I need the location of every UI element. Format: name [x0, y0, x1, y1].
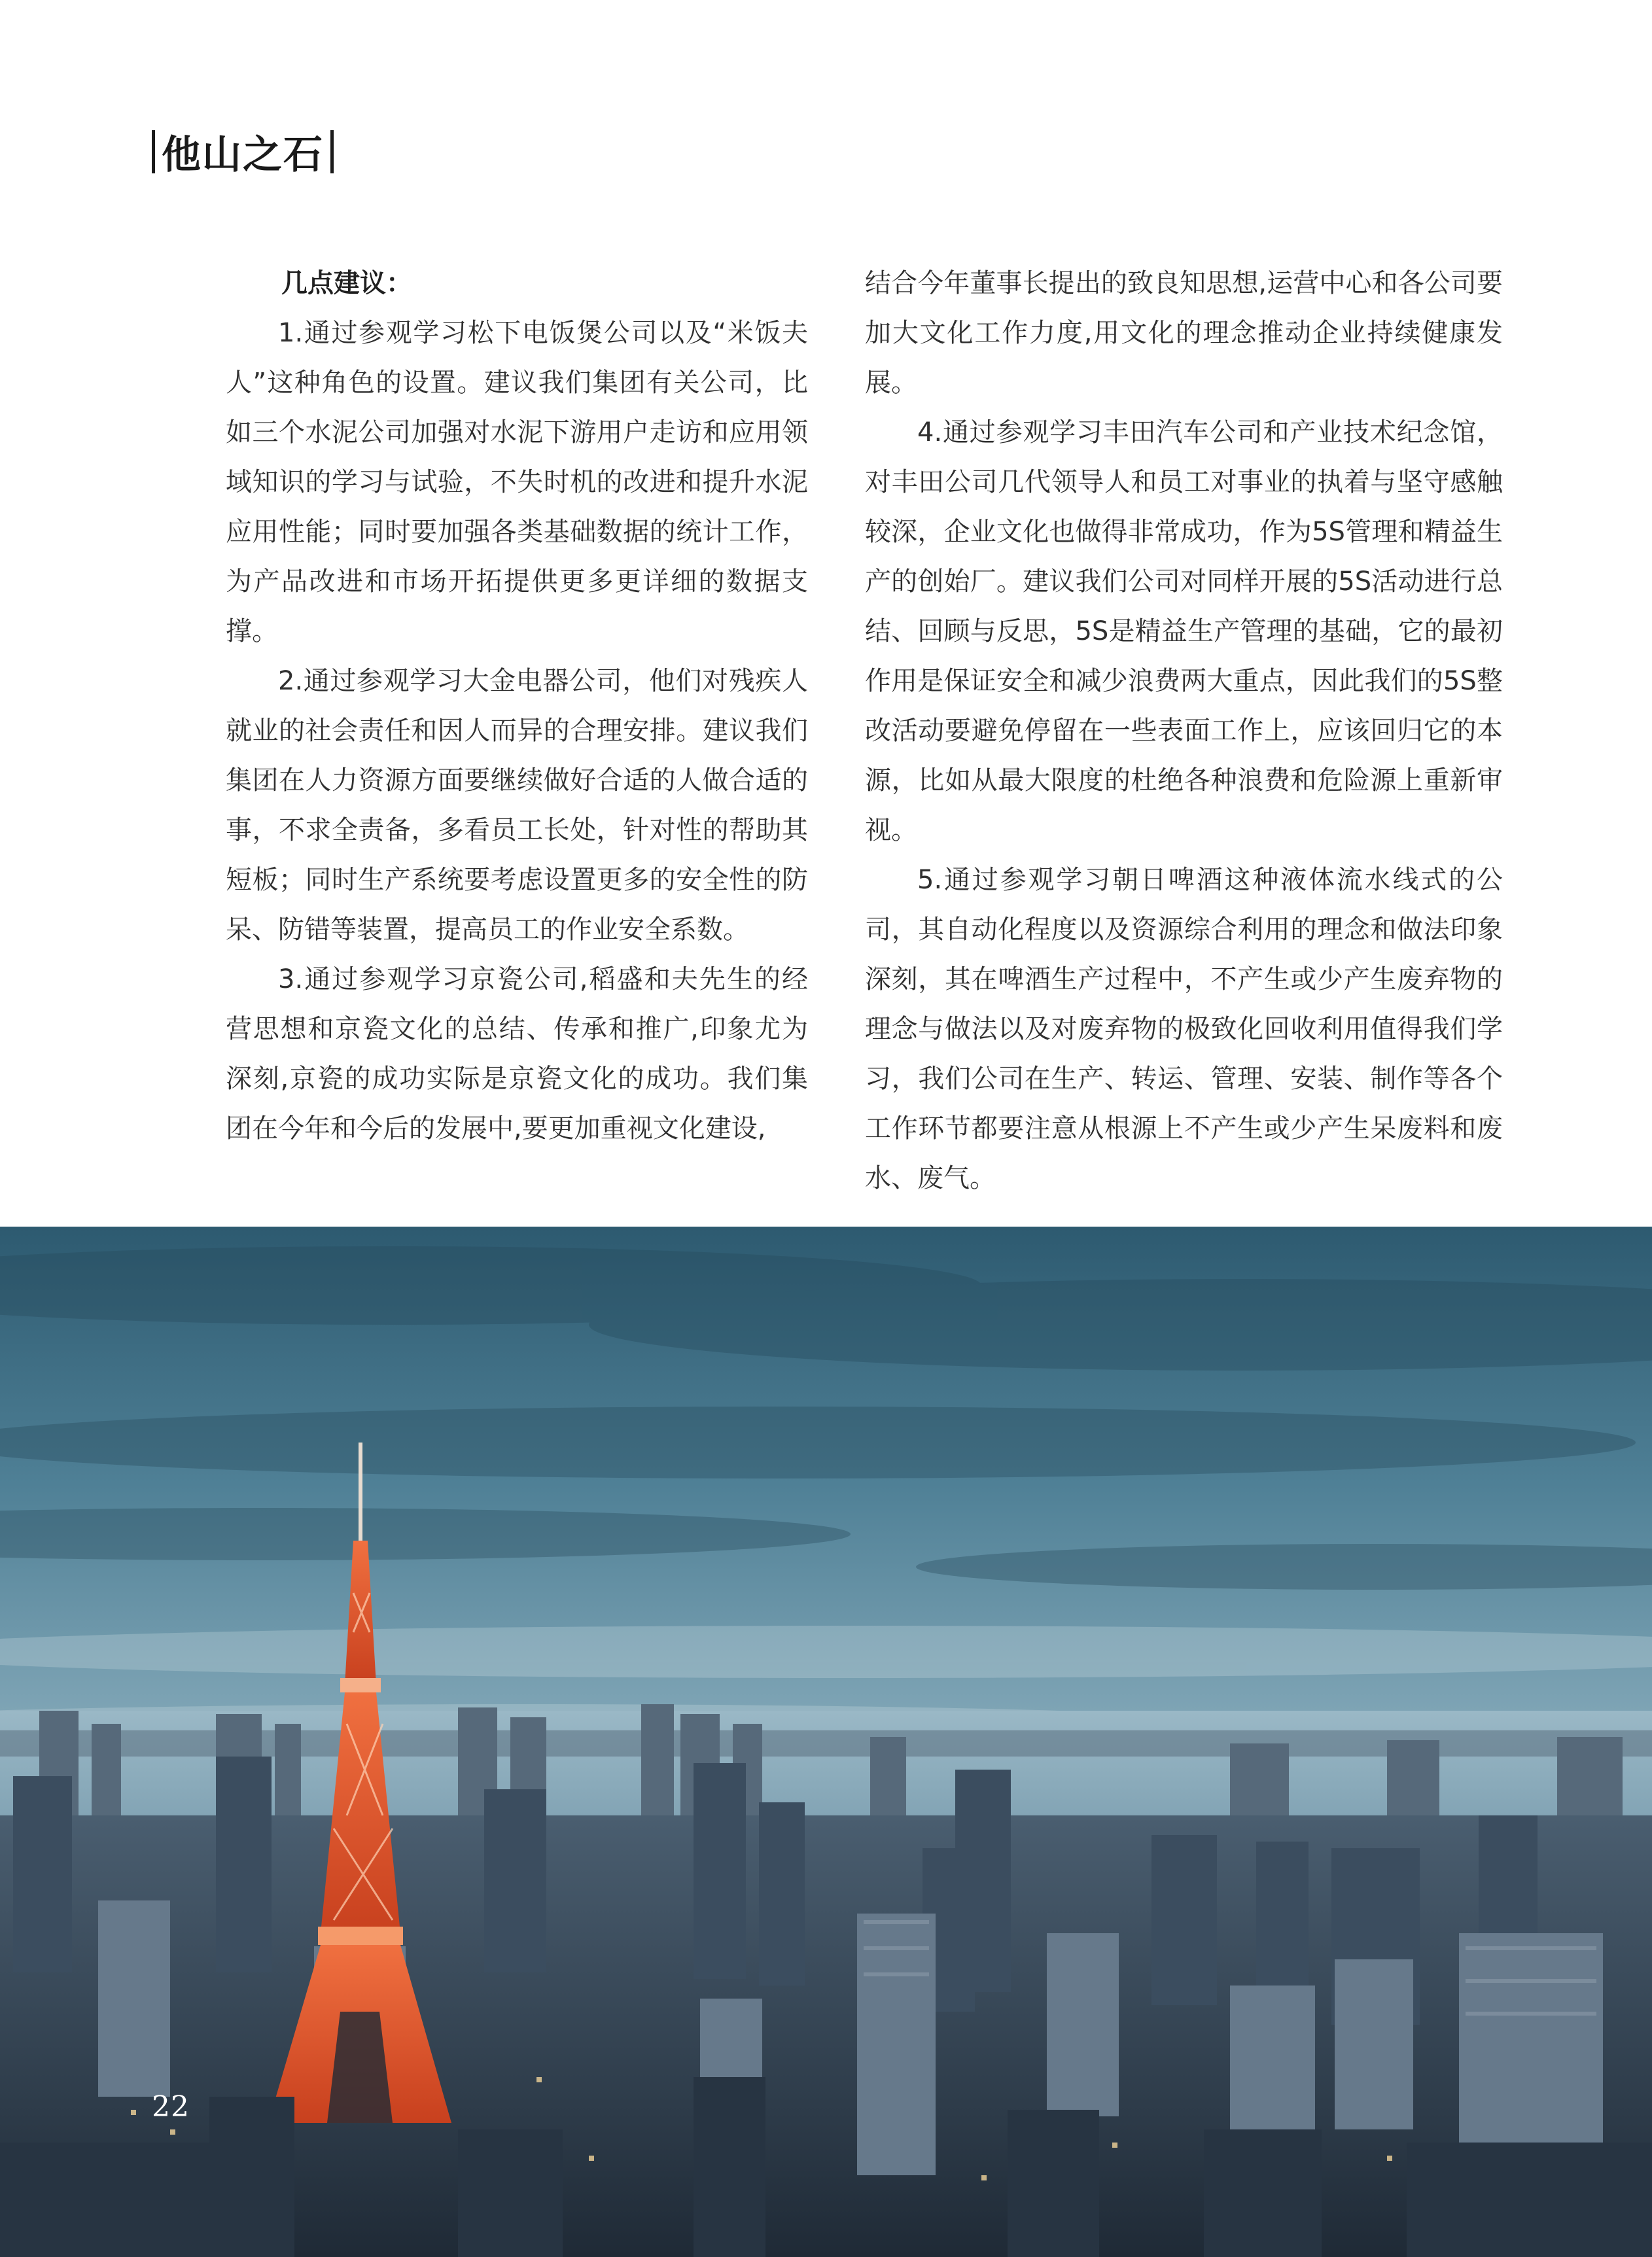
city-skyline-illustration: [0, 1227, 1652, 2257]
city-skyline-photo: [0, 1227, 1652, 2257]
article-right-column: [865, 258, 1503, 1203]
paragraph-2: 2.通过参观学习大金电器公司，他们对残疾人就业的社会责任和因人而异的合理安排。建议我们集团在人力资源方面要继续做好合适的人做合适的事，不求全责备，多看员工长处，针对性的帮助其短板；同时生产系统要考虑设置更多的安全性的防呆、防错等装置，提高员工的作业安全系数。: [226, 666, 808, 945]
article-left-column: [226, 258, 808, 1153]
page-number: 22: [152, 2090, 190, 2124]
section-header: [152, 124, 334, 179]
paragraph-3-continuation: 结合今年董事长提出的致良知思想,运营中心和各公司要加大文化工作力度,用文化的理念推动企业持续健康发展。: [865, 268, 1503, 398]
section-title: 他山之石: [162, 132, 324, 178]
paragraph-1: 1.通过参观学习松下电饭煲公司以及“米饭夫人”这种角色的设置。建议我们集团有关公司，比如三个水泥公司加强对水泥下游用户走访和应用领域知识的学习与试验，不失时机的改进和提升水泥应用性能；同时要加强各类基础数据的统计工作，为产品改进和市场开拓提供更多更详细的数据支撑。: [226, 318, 808, 646]
header-left-bar: [152, 130, 155, 173]
paragraph-5: 5.通过参观学习朝日啤酒这种液体流水线式的公司，其自动化程度以及资源综合利用的理念和做法印象深刻，其在啤酒生产过程中，不产生或少产生废弃物的理念与做法以及对废弃物的极致化回收利用值得我们学习，我们公司在生产、转运、管理、安装、制作等各个工作环节都要注意从根源上不产生或少产生呆废料和废水、废气。: [865, 865, 1503, 1193]
header-right-bar: [330, 130, 334, 173]
paragraph-4: 4.通过参观学习丰田汽车公司和产业技术纪念馆，对丰田公司几代领导人和员工对事业的执着与坚守感触较深，企业文化也做得非常成功，作为5S管理和精益生产的创始厂。建议我们公司对同样开展的5S活动进行总结、回顾与反思，5S是精益生产管理的基础，它的最初作用是保证安全和减少浪费两大重点，因此我们的5S整改活动要避免停留在一些表面工作上，应该回归它的本源，比如从最大限度的杜绝各种浪费和危险源上重新审视。: [865, 417, 1503, 845]
paragraph-3: 3.通过参观学习京瓷公司,稻盛和夫先生的经营思想和京瓷文化的总结、传承和推广,印象尤为深刻,京瓷的成功实际是京瓷文化的成功。我们集团在今年和今后的发展中,要更加重视文化建设,: [226, 964, 808, 1144]
article-heading: 几点建议：: [281, 268, 412, 298]
